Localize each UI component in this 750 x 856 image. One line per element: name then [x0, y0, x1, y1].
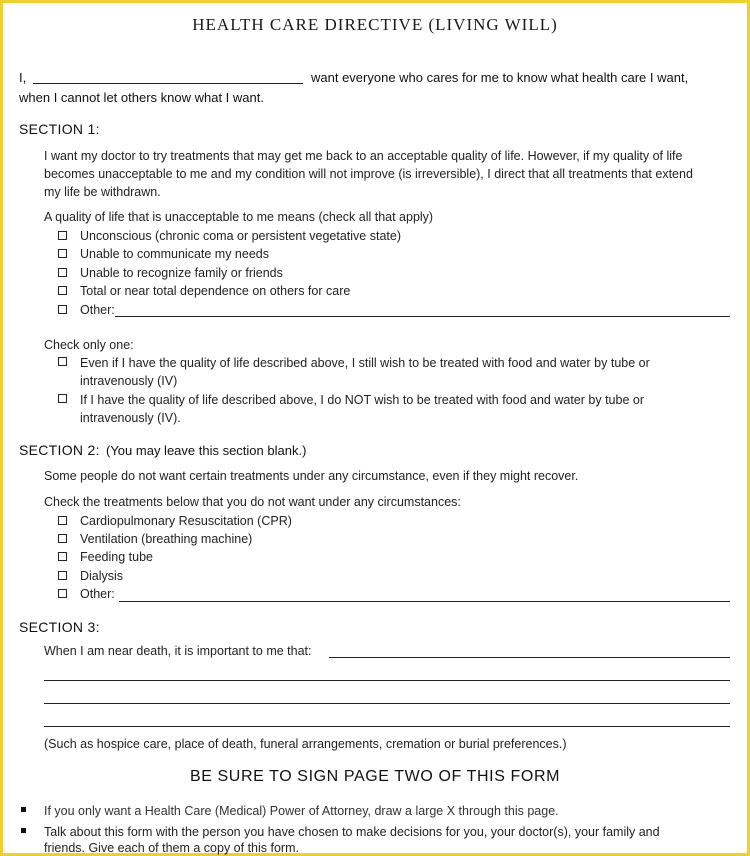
- quality-prompt: A quality of life that is unacceptable to me means (check all that apply): [44, 210, 434, 224]
- bullet-icon: [21, 828, 26, 833]
- name-field-line[interactable]: [33, 83, 303, 84]
- option-unconscious: Unconscious (chronic coma or persistent vegetative state): [80, 229, 401, 243]
- option-unable-communicate: Unable to communicate my needs: [80, 247, 269, 261]
- checkbox-unable-communicate[interactable]: [58, 249, 67, 258]
- section3-prompt: When I am near death, it is important to me that:: [44, 644, 312, 658]
- choice-line: intravenously (IV).: [80, 411, 181, 425]
- checkbox-other-treatment[interactable]: [58, 589, 67, 598]
- sign-notice: BE SURE TO SIGN PAGE TWO OF THIS FORM: [189, 768, 561, 785]
- option-other-quality: Other:: [80, 303, 115, 317]
- section3-examples: (Such as hospice care, place of death, funeral arrangements, cremation or burial preferences.): [44, 737, 567, 751]
- option-dialysis: Dialysis: [80, 569, 124, 583]
- choice-line: If I have the quality of life described above, I do NOT wish to be treated with food and water by tube or: [80, 393, 644, 407]
- checkbox-unable-recognize[interactable]: [58, 268, 67, 277]
- section3-line-1[interactable]: [329, 657, 730, 658]
- footer-continuation: friends. Give each of them a copy of this form.: [44, 841, 299, 855]
- section3-line-2[interactable]: [44, 680, 730, 681]
- choice-not-wish-food-water: [80, 391, 644, 427]
- checkbox-other-quality[interactable]: [58, 305, 67, 314]
- intro-prefix: I,: [19, 70, 27, 85]
- section1-paragraph-line: my life be withdrawn.: [44, 185, 161, 199]
- section3-line-3[interactable]: [44, 703, 730, 704]
- checkbox-dialysis[interactable]: [58, 571, 67, 580]
- section1-paragraph: [44, 147, 693, 201]
- section3-heading: SECTION 3:: [19, 619, 100, 635]
- checkbox-cpr[interactable]: [58, 516, 67, 525]
- checkbox-ventilation[interactable]: [58, 534, 67, 543]
- option-dependence: Total or near total dependence on others for care: [80, 284, 351, 298]
- option-ventilation: Ventilation (breathing machine): [80, 532, 253, 546]
- footer-bullet-1: If you only want a Health Care (Medical) Power of Attorney, draw a large X through this page.: [44, 804, 559, 818]
- section1-paragraph-line: becomes unacceptable to me and my condition will not improve (is irreversible), I direct that all treatments that extend: [44, 167, 693, 181]
- section2-heading: SECTION 2:: [19, 442, 100, 458]
- checkbox-feeding-tube[interactable]: [58, 552, 67, 561]
- section2-note: (You may leave this section blank.): [106, 443, 307, 458]
- section2-text: Some people do not want certain treatments under any circumstance, even if they might recover.: [44, 469, 579, 483]
- footer-bullet-2: Talk about this form with the person you have chosen to make decisions for you, your doctor(s), your family and: [44, 825, 660, 839]
- section1-heading: SECTION 1:: [19, 121, 100, 137]
- section2-prompt: Check the treatments below that you do not want under any circumstances:: [44, 495, 461, 509]
- option-unable-recognize: Unable to recognize family or friends: [80, 266, 283, 280]
- option-cpr: Cardiopulmonary Resuscitation (CPR): [80, 514, 292, 528]
- other-quality-line[interactable]: [115, 316, 730, 317]
- option-other-treatment: Other:: [80, 587, 115, 601]
- section1-paragraph-line: I want my doctor to try treatments that may get me back to an acceptable quality of life. However, if my quality of life: [44, 149, 683, 163]
- checkbox-unconscious[interactable]: [58, 231, 67, 240]
- checkbox-wish-food-water[interactable]: [58, 357, 67, 366]
- intro-suffix: want everyone who cares for me to know what health care I want,: [311, 70, 689, 85]
- intro-line2: when I cannot let others know what I want.: [19, 90, 264, 105]
- section3-line-4[interactable]: [44, 726, 730, 727]
- choice-wish-food-water: [80, 354, 650, 390]
- bullet-icon: [21, 807, 26, 812]
- check-one-prompt: Check only one:: [44, 338, 134, 352]
- other-treatment-line[interactable]: [119, 601, 730, 602]
- choice-line: intravenously (IV): [80, 374, 178, 388]
- page-title: HEALTH CARE DIRECTIVE (LIVING WILL): [192, 15, 558, 34]
- option-feeding-tube: Feeding tube: [80, 550, 153, 564]
- checkbox-not-wish-food-water[interactable]: [58, 394, 67, 403]
- checkbox-dependence[interactable]: [58, 286, 67, 295]
- choice-line: Even if I have the quality of life described above, I still wish to be treated with food and water by tube or: [80, 356, 650, 370]
